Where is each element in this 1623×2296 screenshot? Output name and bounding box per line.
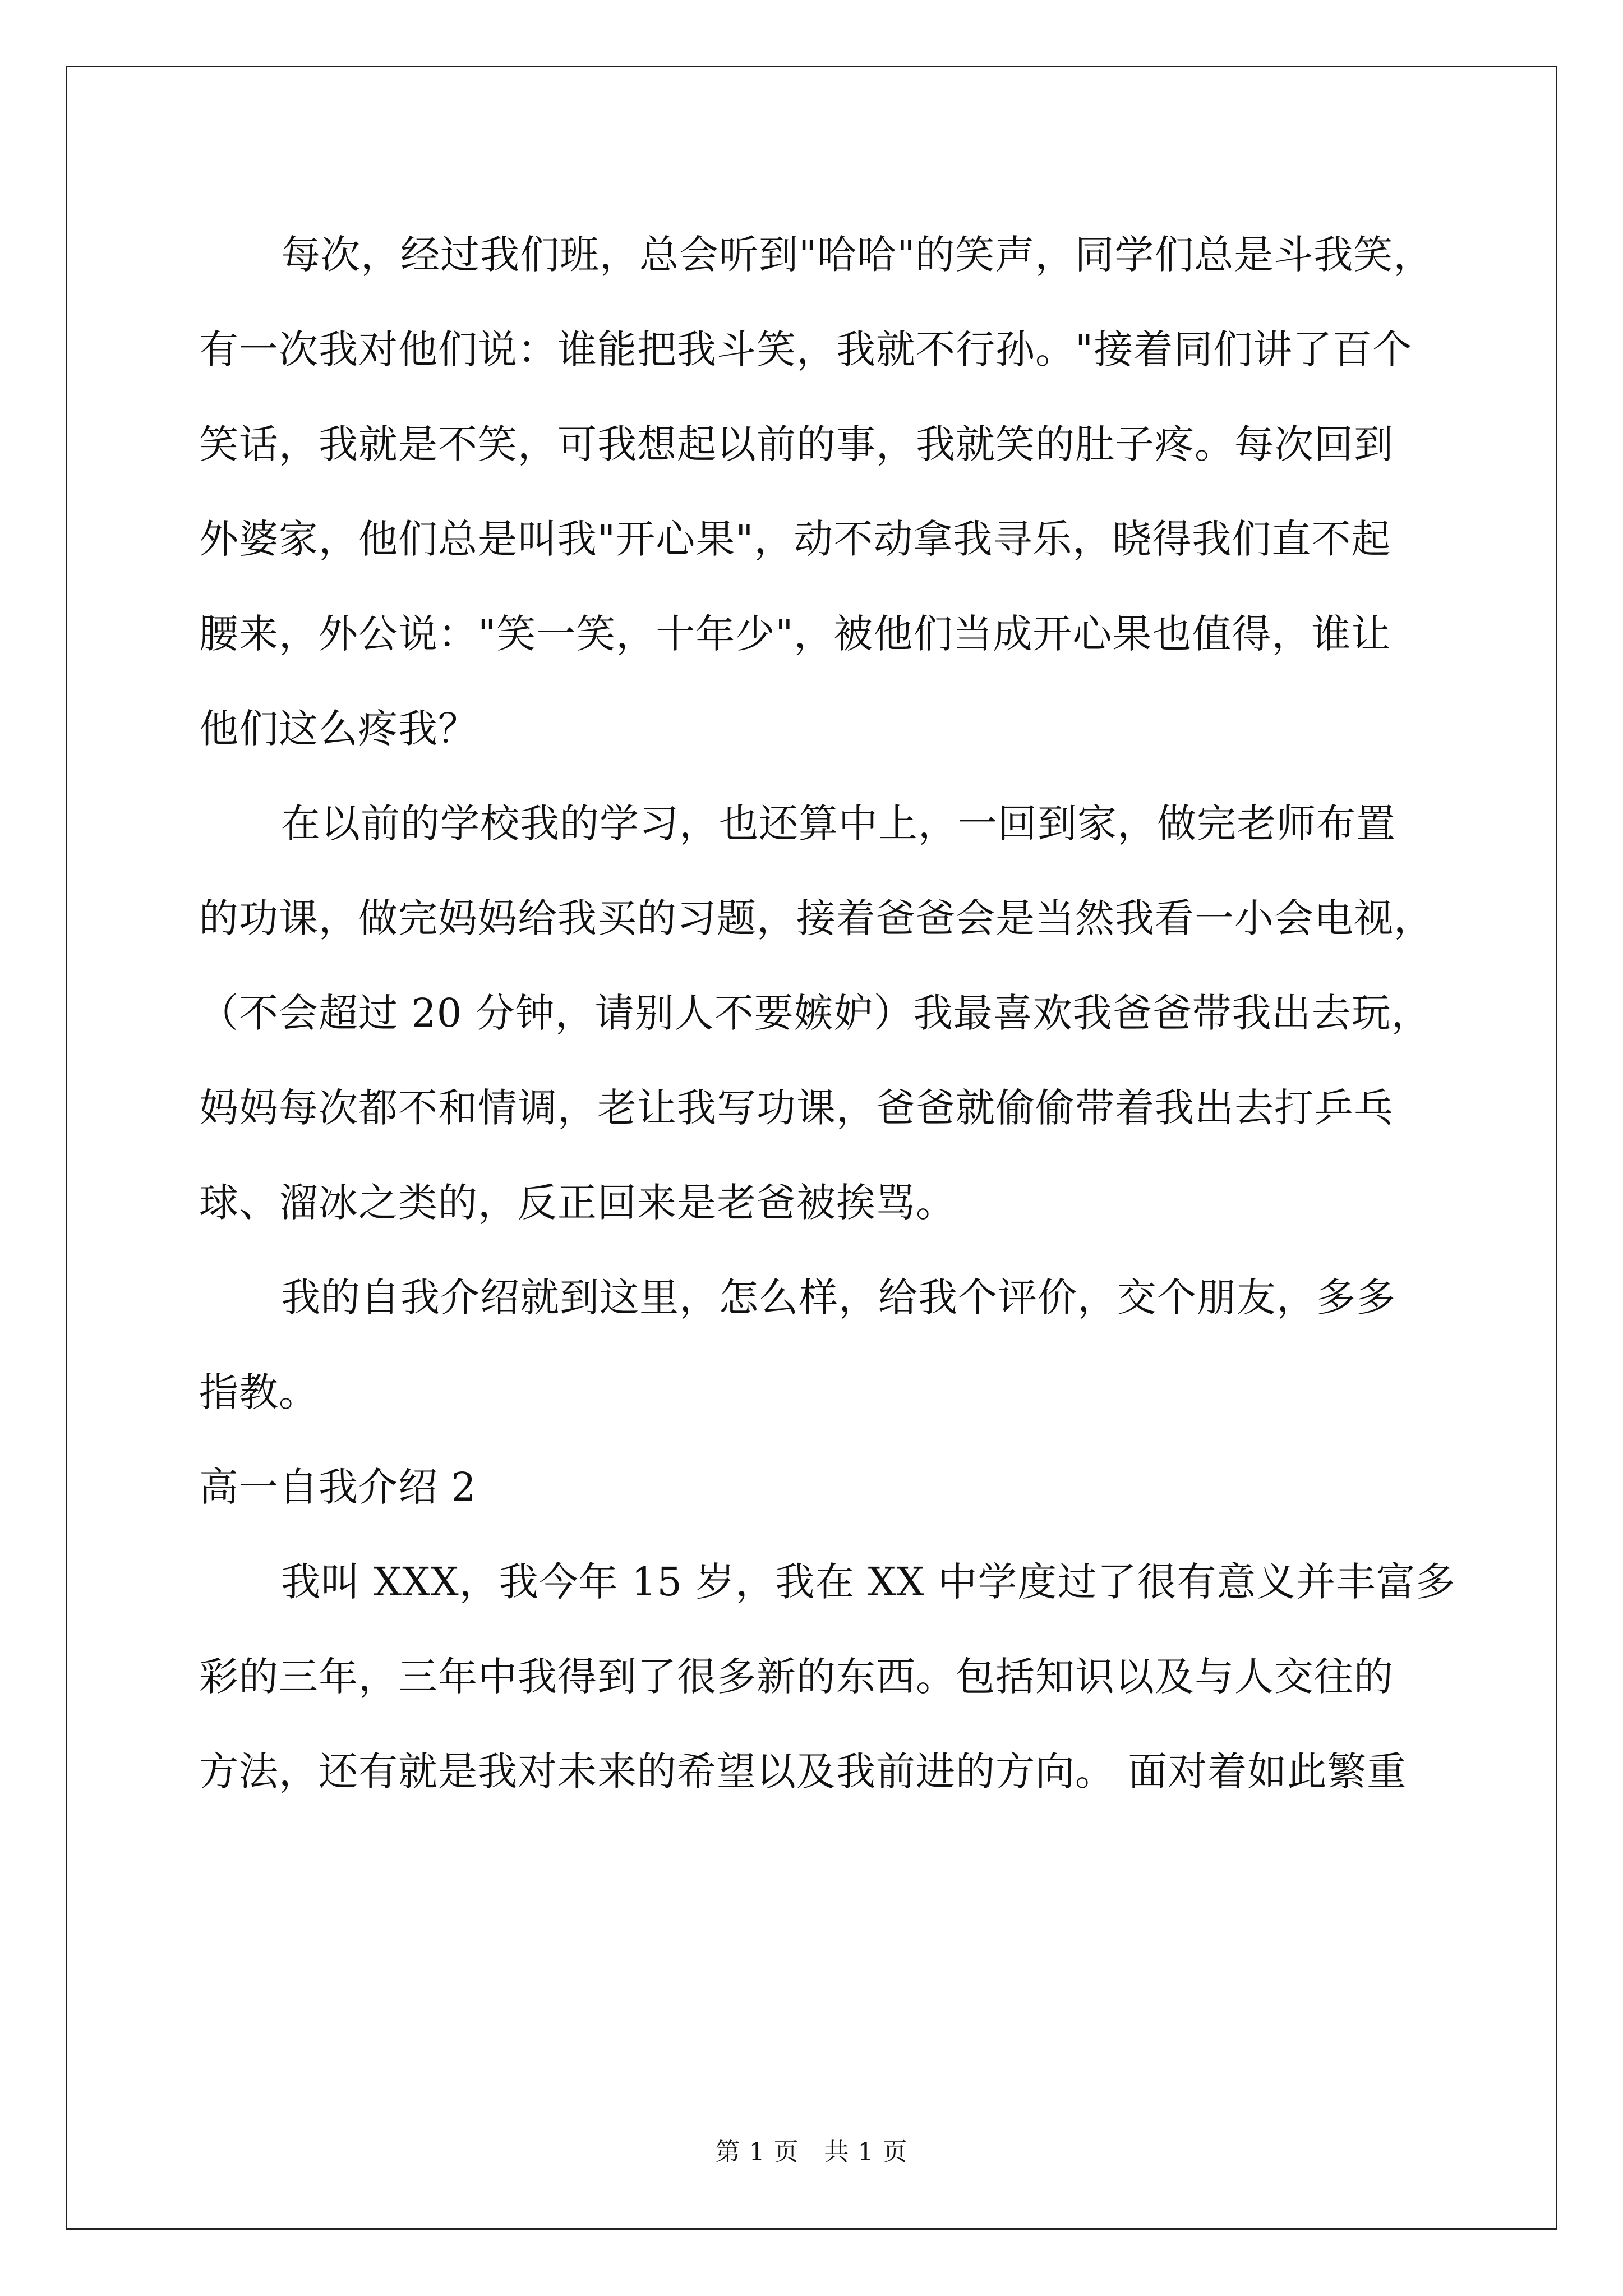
text-line: 有一次我对他们说：谁能把我斗笑，我就不行孙。"接着同们讲了百个 [199, 326, 1413, 372]
text-line: 腰来，外公说："笑一笑，十年少"，被他们当成开心果也值得，谁让 [199, 611, 1391, 657]
text-line: 彩的三年，三年中我得到了很多新的东西。包括知识以及与人交往的 [199, 1654, 1394, 1700]
text-line: 在以前的学校我的学习，也还算中上，一回到家，做完老师布置 [281, 800, 1396, 846]
page-number-footer: 第 1 页 共 1 页 [715, 2138, 908, 2166]
text-line: （不会超过 20 分钟，请别人不要嫉妒）我最喜欢我爸爸带我出去玩， [199, 990, 1431, 1036]
text-line: 外婆家，他们总是叫我"开心果"，动不动拿我寻乐，晓得我们直不起 [199, 516, 1391, 562]
text-line: 我叫 XXX，我今年 15 岁，我在 XX 中学度过了很有意义并丰富多 [281, 1559, 1456, 1605]
text-line: 的功课，做完妈妈给我买的习题，接着爸爸会是当然我看一小会电视， [199, 895, 1433, 941]
text-line: 笑话，我就是不笑，可我想起以前的事，我就笑的肚子疼。每次回到 [199, 421, 1394, 467]
paragraph-4 [199, 1535, 1456, 1819]
text-line: 球、溜冰之类的，反正回来是老爸被挨骂。 [199, 1180, 956, 1226]
paragraph-3 [199, 1250, 1427, 1440]
text-line: 指教。 [199, 1369, 319, 1415]
text-line: 他们这么疼我？ [199, 706, 478, 752]
text-line: 妈妈每次都不和情调，老让我写功课，爸爸就偷偷带着我出去打乒乓 [199, 1085, 1394, 1131]
paragraph-1 [199, 208, 1433, 776]
text-line: 我的自我介绍就到这里，怎么样，给我个评价，交个朋友，多多 [281, 1274, 1396, 1320]
text-line: 方法，还有就是我对未来的希望以及我前进的方向。 面对着如此繁重 [199, 1749, 1407, 1795]
document-body [199, 208, 1456, 1819]
paragraph-2 [199, 776, 1433, 1250]
text-line: 每次，经过我们班，总会听到"哈哈"的笑声，同学们总是斗我笑， [281, 232, 1433, 278]
section-heading: 高一自我介绍 2 [199, 1464, 477, 1510]
